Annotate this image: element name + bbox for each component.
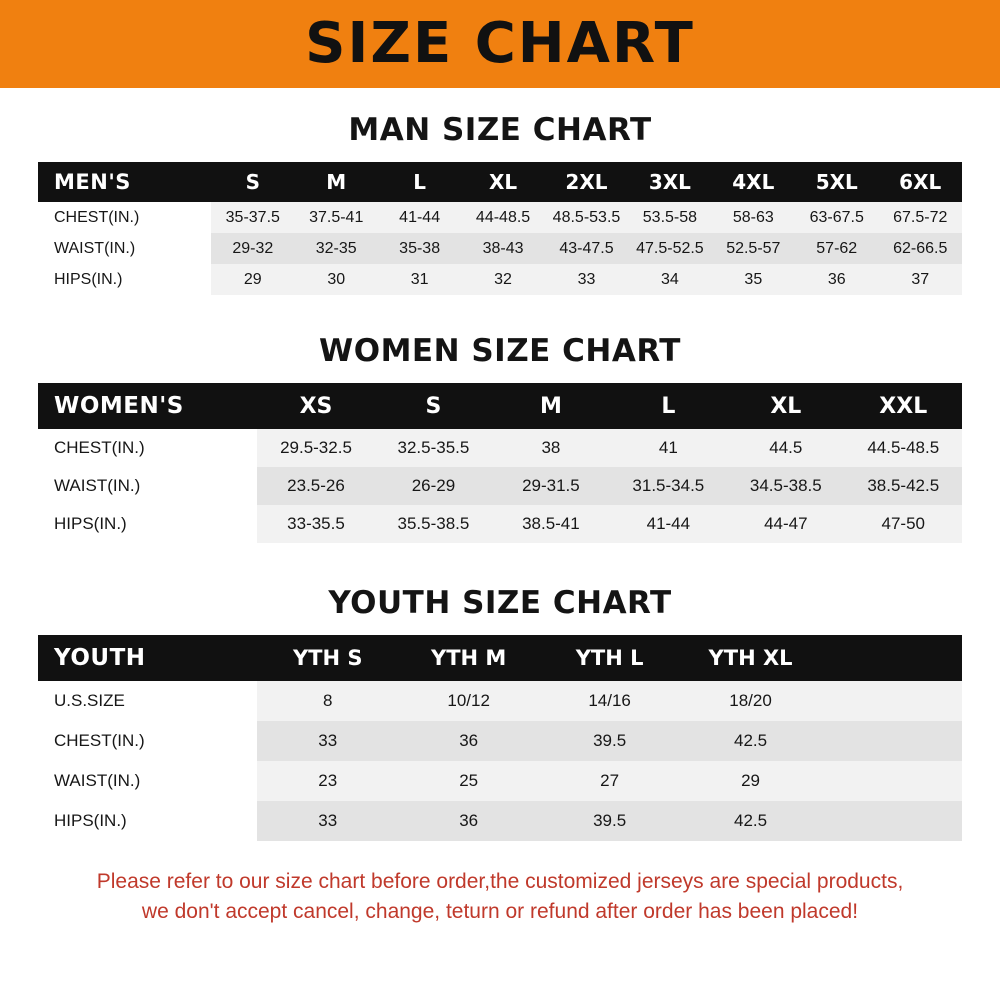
men-row-1-cell-6: 52.5-57 [712,233,795,264]
women-row-1-cell-3: 31.5-34.5 [610,467,727,505]
table-row [38,202,962,233]
youth-section-title: YOUTH SIZE CHART [328,585,672,621]
chart-content [0,112,1000,928]
men-header-col-2: L [413,170,426,194]
women-row-0-cell-2: 38 [492,429,609,467]
table-row [38,467,962,505]
men-header-rowlabel: MEN'S [54,170,131,194]
youth-row-0-cell-2: 14/16 [539,681,680,721]
women-table-body [38,429,962,543]
men-row-1-cell-2: 35-38 [378,233,461,264]
women-row-0-cell-5: 44.5-48.5 [845,429,962,467]
women-row-2-label: HIPS(IN.) [38,505,257,543]
women-row-1-cell-1: 26-29 [375,467,492,505]
men-row-1-cell-0: 29-32 [211,233,294,264]
men-row-0-cell-5: 53.5-58 [628,202,711,233]
women-row-1-cell-0: 23.5-26 [257,467,374,505]
men-row-2-cell-3: 32 [461,264,544,295]
women-size-section [38,333,962,543]
order-notice [38,867,962,928]
table-row [38,721,962,761]
men-row-2-label: HIPS(IN.) [38,264,211,295]
men-header-col-0: S [245,170,260,194]
youth-row-2-cell-0: 23 [257,761,398,801]
men-row-2-cell-8: 37 [878,264,962,295]
women-header-col-3: L [661,393,676,419]
men-row-2-cell-4: 33 [545,264,628,295]
youth-row-3-cell-2: 39.5 [539,801,680,841]
men-row-1-cell-5: 47.5-52.5 [628,233,711,264]
men-size-section [38,112,962,295]
youth-row-3-cell-1: 36 [398,801,539,841]
youth-row-2-spacer [821,761,962,801]
order-notice-line-1: Please refer to our size chart before order,the customized jerseys are special products, [96,870,904,893]
order-notice-line-2: we don't accept cancel, change, teturn or refund after order has been placed! [141,900,859,924]
men-table-head [38,162,962,202]
youth-row-1-cell-1: 36 [398,721,539,761]
women-header-col-2: M [539,393,562,419]
page-title: SIZE CHART [305,11,695,76]
women-row-2-cell-0: 33-35.5 [257,505,374,543]
men-row-0-cell-4: 48.5-53.5 [545,202,628,233]
youth-row-2-cell-3: 29 [680,761,821,801]
women-row-2-cell-5: 47-50 [845,505,962,543]
women-row-2-cell-2: 38.5-41 [492,505,609,543]
men-header-col-1: M [326,170,347,194]
men-header-col-8: 6XL [899,170,942,194]
table-row [38,429,962,467]
men-row-2-cell-0: 29 [211,264,294,295]
men-row-2-cell-2: 31 [378,264,461,295]
table-row [38,505,962,543]
men-row-2-cell-6: 35 [712,264,795,295]
men-row-0-cell-8: 67.5-72 [878,202,962,233]
men-row-0-cell-1: 37.5-41 [295,202,378,233]
youth-size-table [38,635,962,841]
youth-row-3-cell-0: 33 [257,801,398,841]
women-table-head [38,383,962,429]
women-section-title: WOMEN SIZE CHART [319,333,681,369]
table-row [38,264,962,295]
men-header-col-7: 5XL [815,170,858,194]
youth-size-section [38,585,962,841]
youth-row-0-cell-1: 10/12 [398,681,539,721]
youth-row-1-label: CHEST(IN.) [38,721,257,761]
table-row [38,233,962,264]
youth-row-2-label: WAIST(IN.) [38,761,257,801]
men-row-2-cell-1: 30 [295,264,378,295]
women-header-row [38,383,962,429]
youth-row-3-spacer [821,801,962,841]
women-header-col-1: S [425,393,442,419]
women-size-table [38,383,962,543]
youth-header-row [38,635,962,681]
youth-table-head [38,635,962,681]
men-row-1-label: WAIST(IN.) [38,233,211,264]
youth-row-2-cell-1: 25 [398,761,539,801]
men-row-2-cell-7: 36 [795,264,878,295]
men-row-1-cell-8: 62-66.5 [878,233,962,264]
youth-row-3-cell-3: 42.5 [680,801,821,841]
women-row-2-cell-3: 41-44 [610,505,727,543]
women-row-0-cell-1: 32.5-35.5 [375,429,492,467]
youth-row-1-spacer [821,721,962,761]
youth-row-0-label: U.S.SIZE [38,681,257,721]
women-row-0-label: CHEST(IN.) [38,429,257,467]
men-size-table [38,162,962,295]
youth-row-0-cell-3: 18/20 [680,681,821,721]
table-row [38,681,962,721]
women-row-1-cell-2: 29-31.5 [492,467,609,505]
women-row-1-label: WAIST(IN.) [38,467,257,505]
women-row-2-cell-4: 44-47 [727,505,844,543]
youth-row-0-spacer [821,681,962,721]
table-row [38,801,962,841]
women-row-0-cell-4: 44.5 [727,429,844,467]
youth-row-3-label: HIPS(IN.) [38,801,257,841]
men-row-2-cell-5: 34 [628,264,711,295]
women-row-0-cell-0: 29.5-32.5 [257,429,374,467]
women-row-2-cell-1: 35.5-38.5 [375,505,492,543]
table-row [38,761,962,801]
youth-row-1-cell-0: 33 [257,721,398,761]
women-row-0-cell-3: 41 [610,429,727,467]
women-header-col-0: XS [299,393,333,419]
youth-row-0-cell-0: 8 [257,681,398,721]
youth-header-col-2: YTH L [575,646,644,670]
men-section-title: MAN SIZE CHART [348,112,652,148]
women-header-col-5: XXL [879,393,928,419]
youth-header-col-3: YTH XL [708,646,793,670]
youth-table-body [38,681,962,841]
page-banner [0,0,1000,88]
youth-header-rowlabel: YOUTH [54,645,146,671]
men-row-0-cell-0: 35-37.5 [211,202,294,233]
men-row-0-cell-3: 44-48.5 [461,202,544,233]
men-row-1-cell-7: 57-62 [795,233,878,264]
men-header-col-3: XL [488,170,518,194]
youth-row-2-cell-2: 27 [539,761,680,801]
men-row-0-cell-2: 41-44 [378,202,461,233]
youth-header-col-0: YTH S [292,646,363,670]
men-row-1-cell-4: 43-47.5 [545,233,628,264]
men-header-col-4: 2XL [565,170,608,194]
men-row-0-cell-6: 58-63 [712,202,795,233]
women-row-1-cell-4: 34.5-38.5 [727,467,844,505]
men-row-0-label: CHEST(IN.) [38,202,211,233]
men-header-col-6: 4XL [732,170,775,194]
women-header-col-4: XL [770,393,802,419]
women-row-1-cell-5: 38.5-42.5 [845,467,962,505]
men-row-1-cell-3: 38-43 [461,233,544,264]
men-row-0-cell-7: 63-67.5 [795,202,878,233]
men-table-body [38,202,962,295]
men-header-col-5: 3XL [648,170,691,194]
men-row-1-cell-1: 32-35 [295,233,378,264]
youth-row-1-cell-3: 42.5 [680,721,821,761]
youth-header-spacer [821,635,962,681]
youth-row-1-cell-2: 39.5 [539,721,680,761]
women-header-rowlabel: WOMEN'S [54,393,184,419]
men-header-row [38,162,962,202]
youth-header-col-1: YTH M [431,646,507,670]
